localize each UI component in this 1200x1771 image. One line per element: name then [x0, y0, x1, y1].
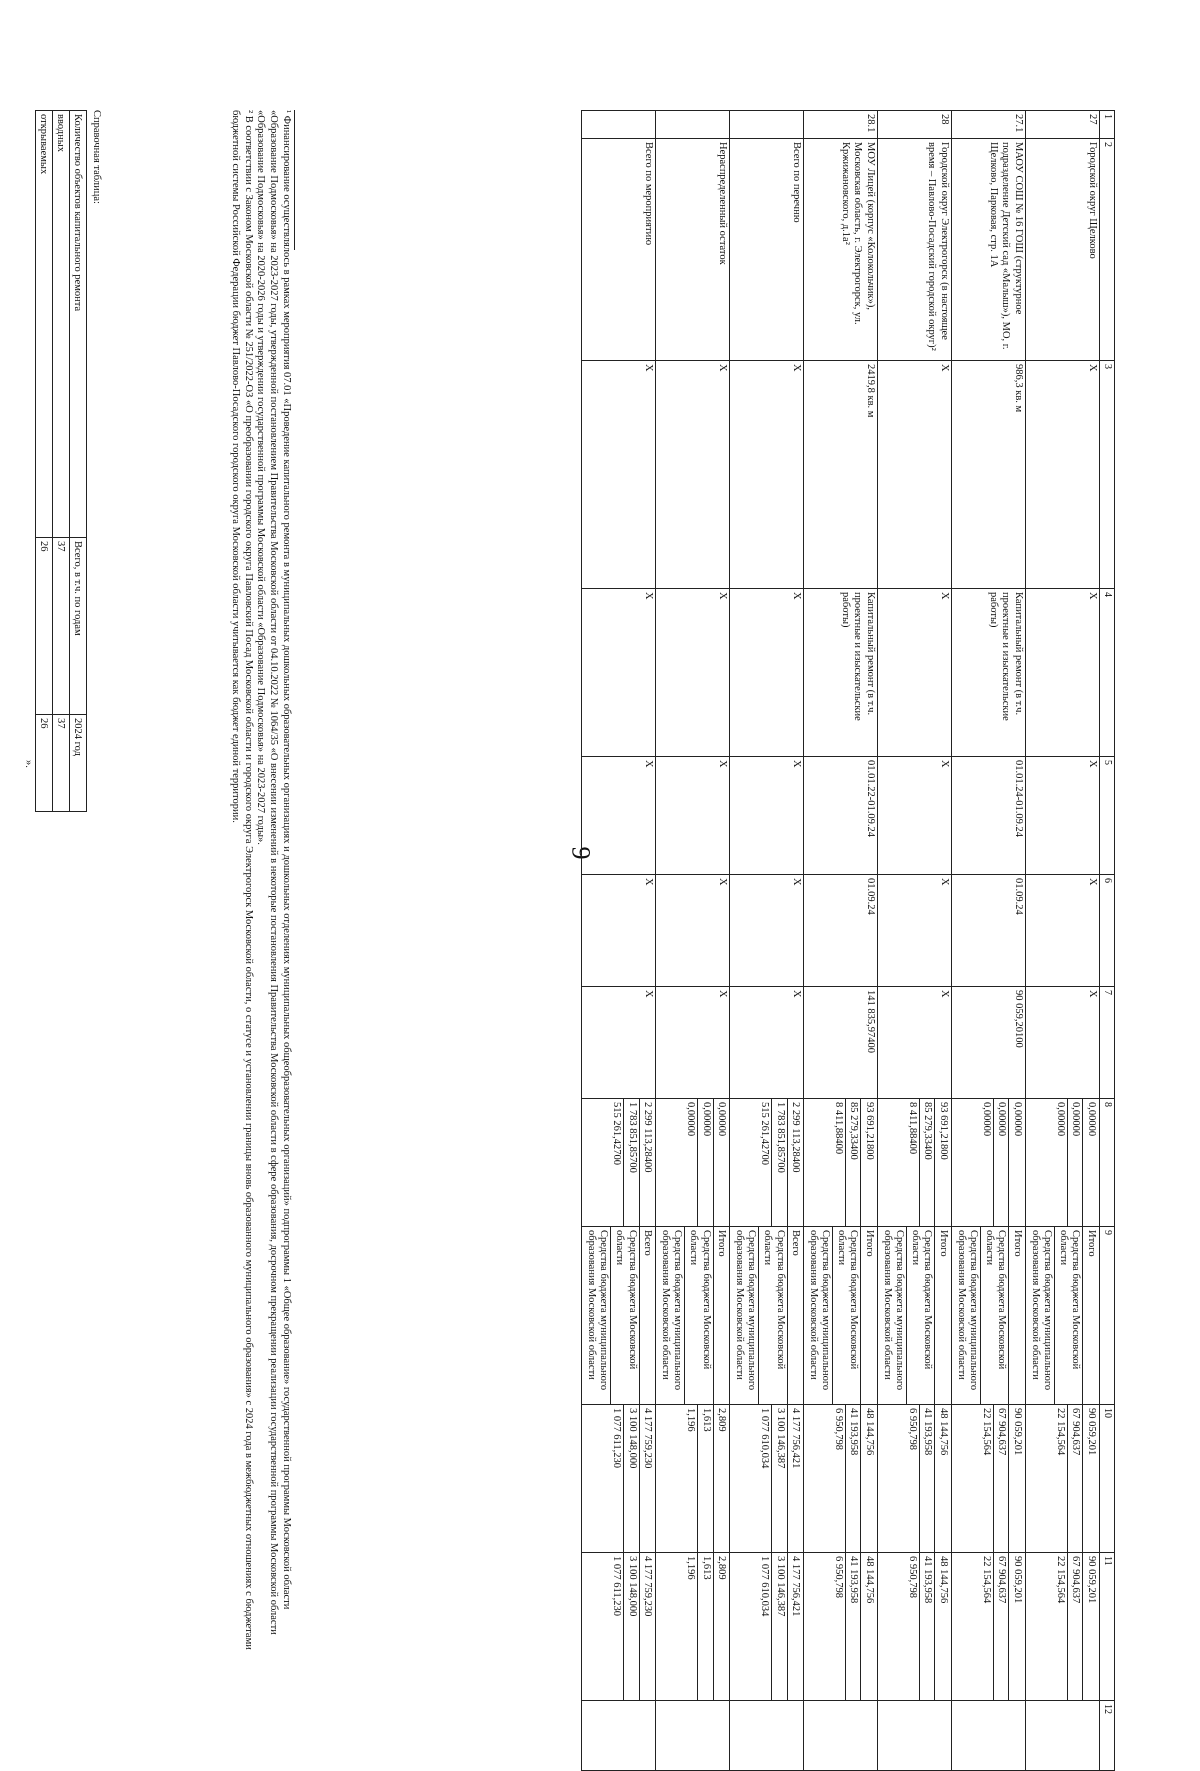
financed-sum-cell [582, 1099, 656, 1227]
work-period: X [582, 757, 656, 875]
amount-2024: 90 059,201 [1086, 1408, 1097, 1456]
financed-sum: 0,00000 [1012, 1102, 1024, 1137]
funding-source: Средства бюджета Московской области [981, 1227, 1009, 1404]
commission-date: X [1026, 875, 1100, 987]
total-cost: X [1026, 987, 1100, 1099]
financed-sum: 93 691,21800 [864, 1102, 876, 1160]
row-number: 28 [878, 111, 952, 139]
amount-2024: 22 154,564 [1052, 1405, 1068, 1552]
amount-total: 2,809 [716, 1556, 728, 1580]
reference-end-mark: ». [23, 760, 34, 768]
amount-total: 41 193,958 [846, 1553, 862, 1700]
reference-row [36, 111, 53, 812]
funding-source-cell [952, 1227, 1026, 1405]
row-number [582, 111, 656, 139]
amount-2024: 48 144,756 [938, 1408, 950, 1456]
amount-2024: 6 950,798 [904, 1405, 920, 1552]
funding-source: Всего [790, 1230, 802, 1256]
amount-total-cell [1026, 1553, 1100, 1701]
reference-table-title: Справочная таблица: [91, 110, 102, 204]
amount-2024: 4 177 759,230 [642, 1408, 654, 1469]
ref-cell: 37 [53, 538, 70, 715]
object-name: МОУ Лицей (корпус «Колокольчик»), Московская область, г. Электрогорск, ул. Кржижановского, д.1а² [804, 139, 878, 361]
funding-source-cell [730, 1227, 804, 1405]
page-number: 9 [566, 846, 596, 860]
work-period: X [1026, 757, 1100, 875]
table-row [1026, 111, 1100, 1771]
financed-sum: 1 783 851,85700 [624, 1099, 640, 1226]
funding-source: Итого [1086, 1230, 1097, 1257]
work-period: 01.01.24-01.09.24 [952, 757, 1026, 875]
funding-source-cell [1026, 1227, 1100, 1405]
object-name: Всего по мероприятию [582, 139, 656, 361]
amount-2024-cell [1026, 1405, 1100, 1553]
amount-total-cell [804, 1553, 878, 1701]
work-type: Капитальный ремонт (в т.ч. проектные и изыскательские работы) [952, 589, 1026, 757]
footnote-2: ² В соответствии с Законом Московской области № 251/2022-ОЗ «О преобразовании городского округа Павловский Посад Московской области и городского округа Электрогорск Московской области, о статусе и установлении границы вновь образованного муниципального образования» с 2024 года в межбюджетных отношениях с бюджетами бюджетной системы Российской Федерации бюджет Павлово-Посадского городского округа Московской области учитывается как бюджет единой территории. [229, 110, 254, 1650]
col-num: 12 [1100, 1701, 1115, 1771]
funding-source: Средства бюджета муниципального образования Московской области [583, 1227, 611, 1404]
work-type: X [656, 589, 730, 757]
ref-header: Количество объектов капитального ремонта [70, 111, 87, 538]
object-area: X [730, 361, 804, 589]
amount-2024: 1 077 611,230 [608, 1405, 624, 1552]
amount-2024-cell [656, 1405, 730, 1553]
row-number: 28.1 [804, 111, 878, 139]
amount-2024-cell [878, 1405, 952, 1553]
amount-2024: 67 904,637 [994, 1405, 1010, 1552]
amount-total: 4 177 756,421 [790, 1556, 802, 1617]
amount-2024: 67 904,637 [1068, 1405, 1084, 1552]
note-cell [656, 1701, 730, 1771]
amount-total: 1,613 [698, 1553, 714, 1700]
capital-repair-table [581, 110, 1115, 1771]
col-num: 9 [1100, 1227, 1115, 1405]
commission-date: X [656, 875, 730, 987]
funding-source: Средства бюджета Московской области [759, 1227, 787, 1404]
funding-source: Средства бюджета Московской области [1055, 1227, 1083, 1404]
ref-header: Всего, в т.ч. по годам [70, 538, 87, 715]
funding-source: Средства бюджета Московской области [611, 1227, 639, 1404]
row-number [730, 111, 804, 139]
amount-total: 6 950,798 [904, 1553, 920, 1700]
object-area: 986,3 кв. м [952, 361, 1026, 589]
row-number [656, 111, 730, 139]
amount-total: 1 077 611,230 [608, 1553, 624, 1700]
funding-source: Средства бюджета Московской области [685, 1227, 713, 1404]
amount-total: 1 077 610,034 [756, 1553, 772, 1700]
row-number: 27 [1026, 111, 1100, 139]
amount-2024: 4 177 756,421 [790, 1408, 802, 1469]
object-name: МАОУ СОШ № 16 ГОШ (структурное подразделение Детский сад «Малыш»), МО, г. Щелково, Парковая, стр. 1А [952, 139, 1026, 361]
object-name: Городской округ Щелково [1026, 139, 1100, 361]
commission-date: 01.09.24 [952, 875, 1026, 987]
amount-2024-cell [952, 1405, 1026, 1553]
table-row [730, 111, 804, 1771]
financed-sum: 8 411,88400 [830, 1099, 846, 1226]
funding-source: Средства бюджета Московской области [907, 1227, 935, 1404]
footnote-divider [294, 110, 295, 250]
note-cell [730, 1701, 804, 1771]
financed-sum: 85 279,33400 [920, 1099, 936, 1226]
work-type: X [1026, 589, 1100, 757]
funding-source: Средства бюджета Московской области [833, 1227, 861, 1404]
ref-cell: вводных [53, 111, 70, 538]
reference-header-row [70, 111, 87, 812]
amount-total: 3 100 148,000 [624, 1553, 640, 1700]
financed-sum: 0,00000 [716, 1102, 728, 1137]
financed-sum-cell [730, 1099, 804, 1227]
amount-total: 3 100 146,387 [772, 1553, 788, 1700]
funding-source: Итого [938, 1230, 950, 1257]
commission-date: X [878, 875, 952, 987]
amount-2024: 41 193,958 [920, 1405, 936, 1552]
amount-2024: 1,196 [682, 1405, 698, 1552]
funding-source: Итого [864, 1230, 876, 1257]
note-cell [1026, 1701, 1100, 1771]
amount-2024-cell [730, 1405, 804, 1553]
object-area: X [656, 361, 730, 589]
amount-total-cell [730, 1553, 804, 1701]
table-body [582, 111, 1115, 1771]
funding-source: Итого [716, 1230, 728, 1257]
funding-source: Средства бюджета муниципального образования Московской области [805, 1227, 833, 1404]
row-number: 27.1 [952, 111, 1026, 139]
amount-2024: 6 950,798 [830, 1405, 846, 1552]
financed-sum: 0,00000 [682, 1099, 698, 1226]
financed-sum: 1 783 851,85700 [772, 1099, 788, 1226]
funding-source: Средства бюджета муниципального образования Московской области [953, 1227, 981, 1404]
funding-source: Средства бюджета муниципального образования Московской области [731, 1227, 759, 1404]
financed-sum: 93 691,21800 [938, 1102, 950, 1160]
amount-2024-cell [804, 1405, 878, 1553]
work-period: X [730, 757, 804, 875]
financed-sum-cell [878, 1099, 952, 1227]
object-name: Городской округ Электрогорск (в настоящее время – Павлово-Посадский городской округ)² [878, 139, 952, 361]
work-period: 01.01.22-01.09.24 [804, 757, 878, 875]
financed-sum-cell [952, 1099, 1026, 1227]
amount-total: 6 950,798 [830, 1553, 846, 1700]
amount-total: 90 059,201 [1012, 1556, 1024, 1604]
amount-total: 48 144,756 [864, 1556, 876, 1604]
object-name: Нераспределенный остаток [656, 139, 730, 361]
financed-sum: 8 411,88400 [904, 1099, 920, 1226]
financed-sum-cell [656, 1099, 730, 1227]
commission-date: 01.09.24 [804, 875, 878, 987]
financed-sum: 515 261,42700 [756, 1099, 772, 1226]
amount-total: 22 154,564 [1052, 1553, 1068, 1700]
amount-total: 67 904,637 [994, 1553, 1010, 1700]
col-num: 1 [1100, 111, 1115, 139]
amount-2024: 3 100 146,387 [772, 1405, 788, 1552]
funding-source: Средства бюджета муниципального образования Московской области [657, 1227, 685, 1404]
ref-cell: открываемых [36, 111, 53, 538]
reference-row [53, 111, 70, 812]
amount-total-cell [878, 1553, 952, 1701]
table-row [582, 111, 656, 1771]
ref-header: 2024 год [70, 715, 87, 812]
amount-total: 67 904,637 [1068, 1553, 1084, 1700]
funding-source: Итого [1012, 1230, 1024, 1257]
object-area: X [1026, 361, 1100, 589]
amount-total: 48 144,756 [938, 1556, 950, 1604]
financed-sum-cell [1026, 1099, 1100, 1227]
financed-sum: 0,00000 [994, 1099, 1010, 1226]
work-type: Капитальный ремонт (в т.ч. проектные и изыскательские работы) [804, 589, 878, 757]
total-cost: 141 835,97400 [804, 987, 878, 1099]
table-row [804, 111, 878, 1771]
object-area: X [878, 361, 952, 589]
total-cost: 90 059,20100 [952, 987, 1026, 1099]
column-number-row [1100, 111, 1115, 1771]
funding-source: Средства бюджета муниципального образования Московской области [879, 1227, 907, 1404]
financed-sum: 2 299 113,28400 [790, 1102, 802, 1173]
note-cell [952, 1701, 1026, 1771]
ref-cell: 37 [53, 715, 70, 812]
funding-source-cell [804, 1227, 878, 1405]
ref-cell: 26 [36, 538, 53, 715]
financed-sum: 0,00000 [978, 1099, 994, 1226]
amount-total: 1,196 [682, 1553, 698, 1700]
financed-sum: 85 279,33400 [846, 1099, 862, 1226]
financed-sum: 515 261,42700 [608, 1099, 624, 1226]
note-cell [582, 1701, 656, 1771]
ref-cell: 26 [36, 715, 53, 812]
table-row [952, 111, 1026, 1771]
financed-sum: 0,00000 [1052, 1099, 1068, 1226]
object-area: X [582, 361, 656, 589]
amount-total: 41 193,958 [920, 1553, 936, 1700]
amount-2024: 3 100 148,000 [624, 1405, 640, 1552]
work-type: X [582, 589, 656, 757]
total-cost: X [878, 987, 952, 1099]
object-area: 2419,8 кв. м [804, 361, 878, 589]
table-row [878, 111, 952, 1771]
amount-total: 90 059,201 [1086, 1556, 1097, 1604]
col-num: 10 [1100, 1405, 1115, 1553]
commission-date: X [582, 875, 656, 987]
note-cell [804, 1701, 878, 1771]
funding-source-cell [656, 1227, 730, 1405]
amount-2024: 90 059,201 [1012, 1408, 1024, 1456]
amount-2024: 41 193,958 [846, 1405, 862, 1552]
amount-2024: 1,613 [698, 1405, 714, 1552]
commission-date: X [730, 875, 804, 987]
work-period: X [656, 757, 730, 875]
total-cost: X [582, 987, 656, 1099]
footnotes [228, 110, 295, 1665]
financed-sum: 2 299 113,28400 [642, 1102, 654, 1173]
funding-source-cell [878, 1227, 952, 1405]
work-type: X [878, 589, 952, 757]
amount-total: 22 154,564 [978, 1553, 994, 1700]
col-num: 3 [1100, 361, 1115, 589]
amount-total: 4 177 759,230 [642, 1556, 654, 1617]
col-num: 6 [1100, 875, 1115, 987]
amount-total-cell [582, 1553, 656, 1701]
work-period: X [878, 757, 952, 875]
amount-total-cell [952, 1553, 1026, 1701]
col-num: 11 [1100, 1553, 1115, 1701]
total-cost: X [656, 987, 730, 1099]
amount-2024: 22 154,564 [978, 1405, 994, 1552]
col-num: 5 [1100, 757, 1115, 875]
funding-source: Средства бюджета муниципального образования Московской области [1027, 1227, 1055, 1404]
object-name: Всего по перечню [730, 139, 804, 361]
col-num: 7 [1100, 987, 1115, 1099]
financed-sum: 0,00000 [1086, 1102, 1097, 1137]
funding-source-cell [582, 1227, 656, 1405]
financed-sum-cell [804, 1099, 878, 1227]
note-cell [878, 1701, 952, 1771]
amount-total-cell [656, 1553, 730, 1701]
financed-sum: 0,00000 [1068, 1099, 1084, 1226]
col-num: 2 [1100, 139, 1115, 361]
total-cost: X [730, 987, 804, 1099]
financed-sum: 0,00000 [698, 1099, 714, 1226]
col-num: 4 [1100, 589, 1115, 757]
reference-table [35, 110, 87, 812]
amount-2024: 1 077 610,034 [756, 1405, 772, 1552]
work-type: X [730, 589, 804, 757]
amount-2024: 48 144,756 [864, 1408, 876, 1456]
amount-2024-cell [582, 1405, 656, 1553]
table-row [656, 111, 730, 1771]
col-num: 8 [1100, 1099, 1115, 1227]
funding-source: Всего [642, 1230, 654, 1256]
footnote-1: ¹ Финансирование осуществлялось в рамках мероприятия 07.01 «Проведение капитального ремонта в муниципальных дошкольных образовательных организациях и дошкольных отделениях муниципальных общеобразовательных организаций» подпрограммы 1 «Общее образование» государственной программы Московской области «Образование Подмосковья» на 2023-2027 годы, утвержденной постановлением Правительства Московской области от 04.10.2022 № 1064/35 «О внесении изменений в некоторые постановления Правительства Московской области в сфере образования, досрочном прекращении реализации государственной программы Московской области «Образование Подмосковья» на 2020-2026 годы и утверждении государственной программы Московской области «Образование Подмосковья» на 2023-2027 годы». [255, 110, 292, 1635]
amount-2024: 2,809 [716, 1408, 728, 1432]
